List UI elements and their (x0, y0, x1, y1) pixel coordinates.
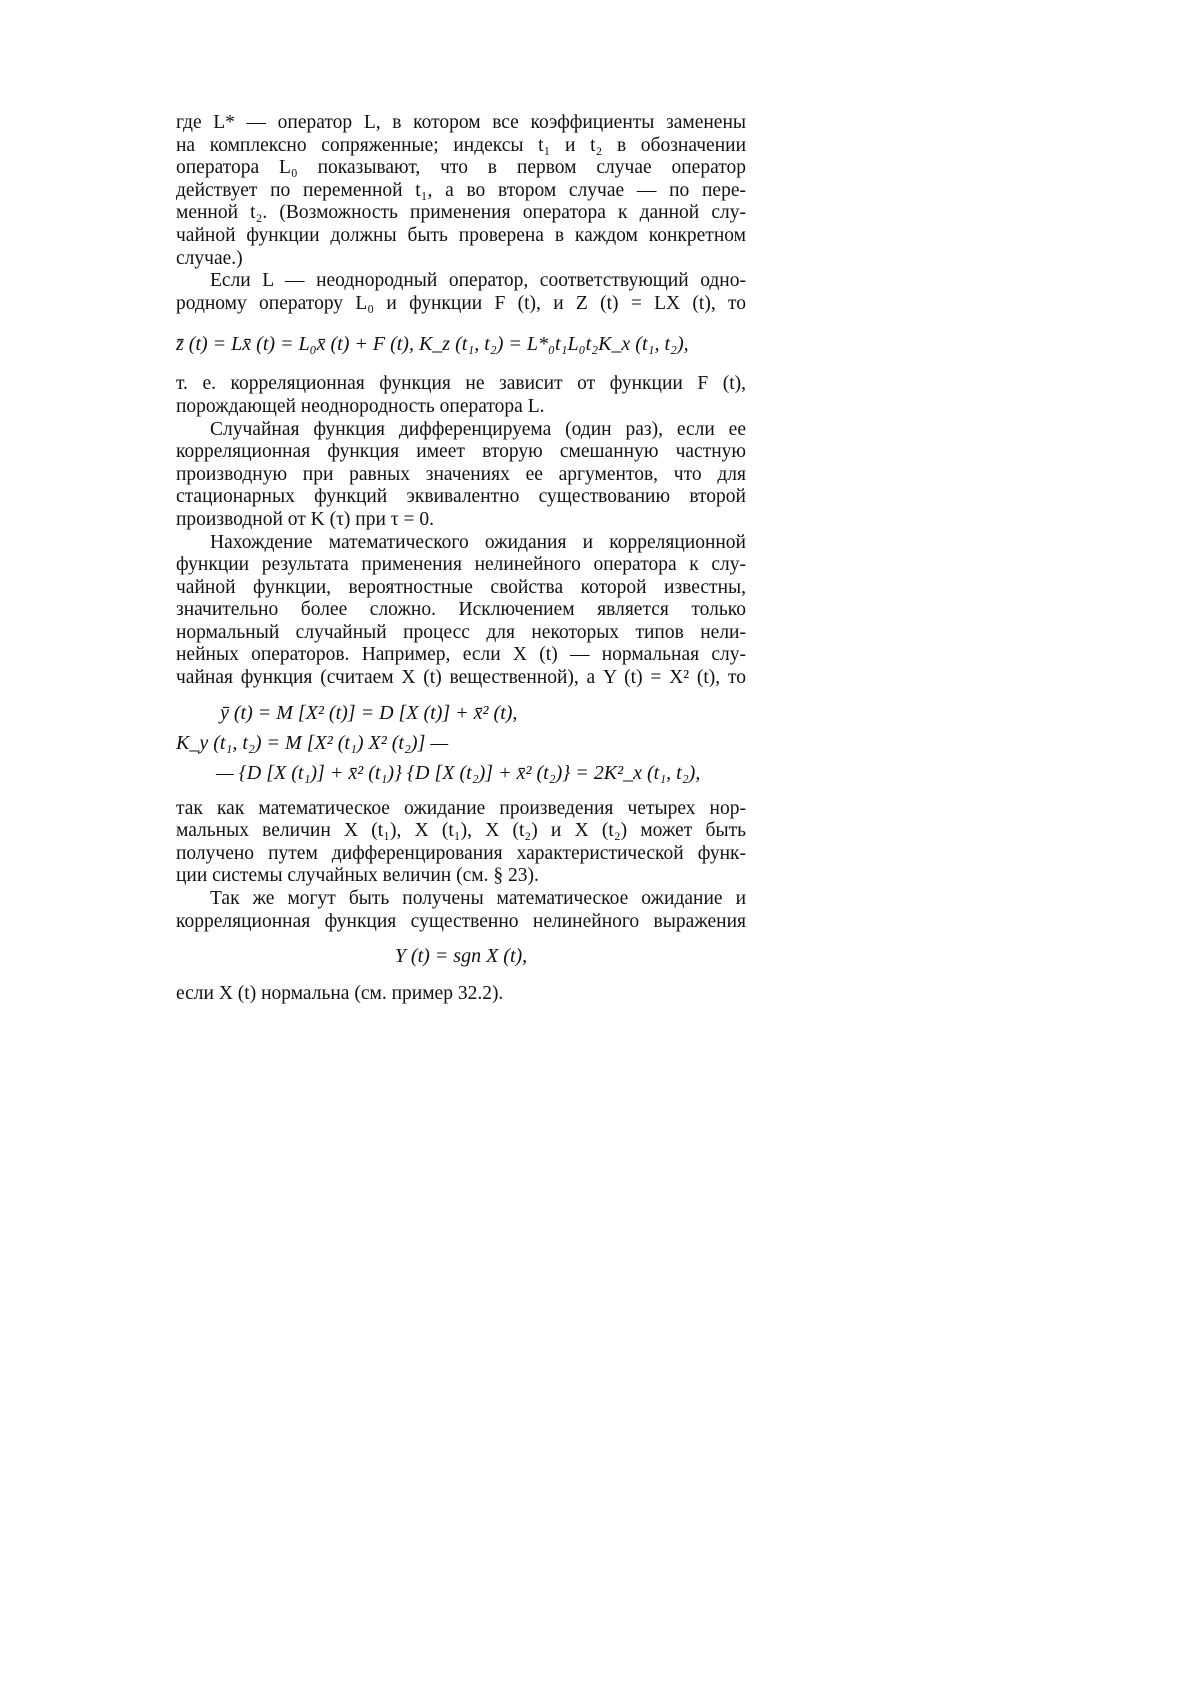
equation-inhomogeneous: z̄ (t) = Lx̄ (t) = L₀x̄ (t) + F (t), K_z (t₁, t₂) = L*₀t₁L₀t₂K_x (t₁, t₂), (176, 333, 689, 356)
text-line: ции системы случайных величин (см. § 23). (176, 865, 539, 887)
text-line: нормальный случайный процесс для некоторых типов нели- (176, 621, 746, 643)
text-line: получено путем дифференцирования характеристической функ- (176, 842, 746, 864)
paragraph-four-normal (176, 798, 746, 888)
text-line: на комплексно сопряженные; индексы t₁ и t₂ в обозначении (176, 134, 746, 156)
text-line: корреляционная функция существенно нелинейного выражения (176, 910, 746, 932)
equation-correlation-result: — {D [X (t₁)] + x̄² (t₁)} {D [X (t₂)] + x̄² (t₂)} = 2K²_x (t₁, t₂), (216, 761, 701, 784)
text-line: стационарных функций эквивалентно существованию второй (176, 486, 746, 508)
text-line-final: если X (t) нормальна (см. пример 32.2). (176, 983, 504, 1005)
text-line: родному оператору L₀ и функции F (t), и Z (t) = LX (t), то (176, 292, 746, 314)
text-line: чайная функция (считаем X (t) вещественной), а Y (t) = X² (t), то (176, 667, 746, 689)
equation-correlation-square: K_y (t₁, t₂) = M [X² (t₁) X² (t₂)] — (176, 731, 449, 754)
text-line: мальных величин X (t₁), X (t₁), X (t₂) и X (t₂) может быть (176, 820, 746, 842)
text-line: Если L — неоднородный оператор, соответствующий одно- (210, 270, 746, 292)
paragraph-sgn (176, 888, 746, 933)
text-line: т. е. корреляционная функция не зависит от функции F (t), (176, 373, 746, 395)
equation-sgn: Y (t) = sgn X (t), (394, 945, 528, 968)
paragraph-inhomogeneous-operator (176, 270, 746, 315)
text-line: Случайная функция дифференцируема (один раз), если ее (210, 418, 746, 440)
equation-mean-square: ȳ (t) = M [X² (t)] = D [X (t)] + x̄² (t), (220, 701, 518, 724)
text-line: случае.) (176, 247, 243, 269)
text-line: производную при равных значениях ее аргументов, что для (176, 463, 746, 485)
text-line: оператора L₀ показывают, что в первом случае оператор (176, 157, 746, 179)
text-line: порождающей неоднородность оператора L. (176, 395, 545, 417)
text-line: Нахождение математического ожидания и корреляционной (210, 531, 746, 553)
paragraph-operator-conjugate (176, 112, 746, 270)
text-line: значительно более сложно. Исключением является только (176, 599, 746, 621)
text-line: чайной функции, вероятностные свойства которой известны, (176, 576, 746, 598)
text-line: действует по переменной t₁, а во втором случае — по пере- (176, 179, 746, 201)
text-line: чайной функции должны быть проверена в каждом конкретном (176, 224, 746, 246)
paragraph-correlation-independent (176, 373, 746, 418)
paragraph-differentiable (176, 419, 746, 532)
text-line: производной от K (τ) при τ = 0. (176, 508, 435, 530)
text-line: корреляционная функция имеет вторую смешанную частную (176, 441, 746, 463)
text-line: Так же могут быть получены математическое ожидание и (210, 888, 746, 910)
text-line: функции результата применения нелинейного оператора к слу- (176, 554, 746, 576)
text-line: нейных операторов. Например, если X (t) — нормальная слу- (176, 644, 746, 666)
text-line: менной t₂. (Возможность применения оператора к данной слу- (176, 202, 746, 224)
document-page (176, 112, 746, 1006)
text-line: так как математическое ожидание произведения четырех нор- (176, 797, 746, 819)
text-line: где L* — оператор L, в котором все коэффициенты заменены (176, 112, 746, 133)
paragraph-nonlinear-operator (176, 532, 746, 690)
